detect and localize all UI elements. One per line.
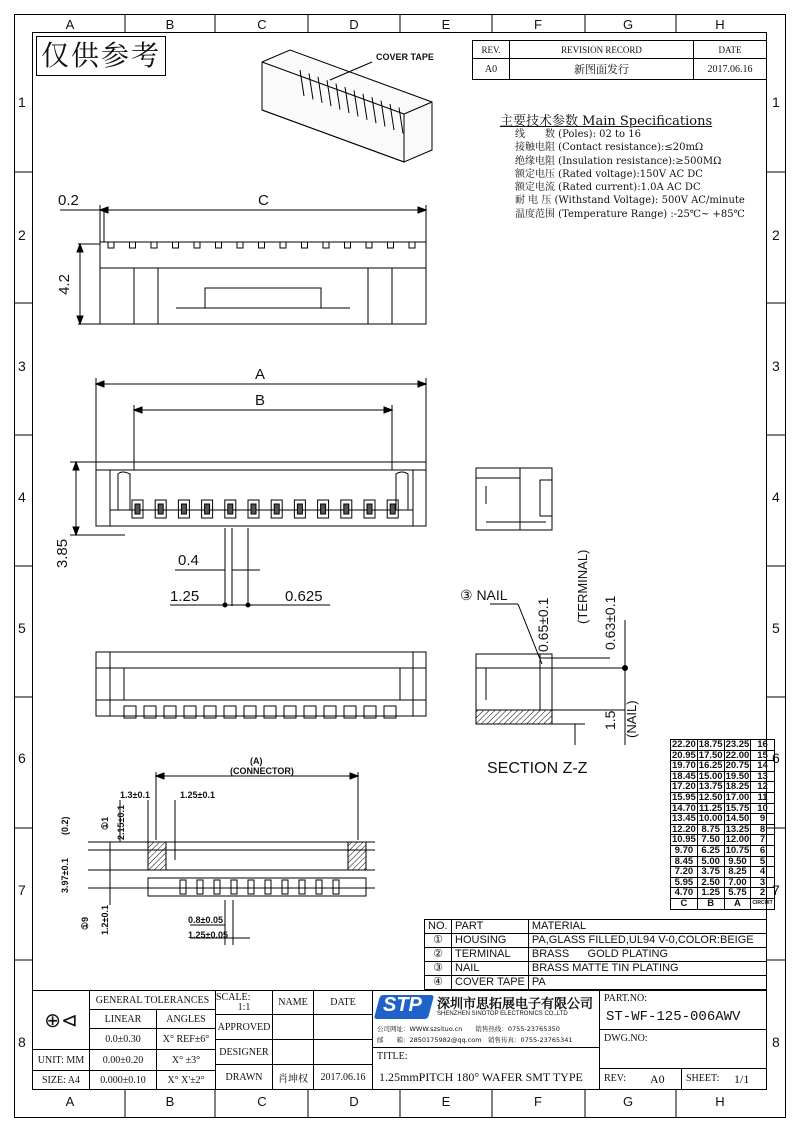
- drawn-label: DRAWN: [215, 1064, 273, 1090]
- circuit-header-row: [671, 898, 775, 909]
- mat-part: TERMINAL: [452, 948, 529, 962]
- grid-row-label: 5: [772, 620, 780, 636]
- company-contact-2: 邮 箱：2850175982@qq.com 销售传真：0755-23765341: [377, 1036, 573, 1044]
- designer-label: DESIGNER: [215, 1039, 273, 1065]
- circuit-cell: 8.25: [724, 867, 751, 878]
- circuit-row: [671, 740, 775, 751]
- grid-row-label: 6: [18, 750, 26, 766]
- grid-column-label: E: [441, 17, 451, 32]
- circuit-cell: 3: [751, 877, 774, 888]
- circuit-cell: 4: [751, 867, 774, 878]
- approved-date: [313, 1014, 373, 1040]
- top-tooth: [366, 242, 372, 248]
- linear-label: LINEAR: [89, 1009, 157, 1029]
- circuit-cell: 6.25: [697, 845, 724, 856]
- circuit-row: [671, 824, 775, 835]
- circuit-cell: 16: [751, 740, 774, 751]
- circuit-cell: 10.95: [672, 834, 696, 846]
- date-header-tb: DATE: [313, 990, 373, 1015]
- circuit-row: [671, 867, 775, 878]
- tol-angle-3: X° X'±2°: [156, 1070, 216, 1090]
- circuit-cell: 15.00: [698, 770, 723, 782]
- circuit-cell: 6: [751, 845, 774, 856]
- grid-column-label: G: [622, 1094, 634, 1109]
- title-value: 1.25mmPITCH 180° WAFER SMT TYPE: [379, 1070, 583, 1084]
- circuit-row: [671, 803, 775, 814]
- rev-value-tb: A0: [650, 1072, 665, 1086]
- sheet-cell: [681, 1068, 767, 1090]
- circuit-row: [671, 761, 775, 772]
- mat-no: ①: [425, 934, 452, 948]
- circuit-cell: 13.25: [725, 823, 750, 835]
- dim-0-63: 0.63±0.1: [602, 595, 618, 650]
- dim-0-65: 0.65±0.1: [535, 597, 551, 652]
- circuit-cell: 18.25: [725, 781, 750, 793]
- front-view: [70, 378, 426, 607]
- tol-angle-2: X° ±3°: [156, 1049, 216, 1071]
- circuit-row: [671, 792, 775, 803]
- front-pin-core: [135, 504, 140, 514]
- circuit-cell: 11.25: [699, 802, 723, 814]
- circuit-cell: 17.00: [725, 791, 750, 803]
- approved-name: [272, 1014, 314, 1040]
- pad-0-8: 0.8±0.05: [188, 915, 223, 925]
- pcb-pad: [248, 880, 254, 894]
- circuit-row: [671, 750, 775, 761]
- circuit-cell: 8.45: [671, 856, 698, 867]
- revision-desc: 新图面发行: [509, 58, 694, 80]
- circuit-cell: 15: [751, 750, 774, 761]
- material-row: [425, 976, 767, 990]
- grid-row-label: 4: [772, 489, 780, 505]
- circuit-cell: 12: [751, 782, 774, 793]
- circuit-cell: 10.00: [698, 813, 723, 825]
- dim-c: C: [258, 192, 269, 209]
- front-pin-core: [228, 504, 233, 514]
- terminal-note: (TERMINAL): [575, 549, 590, 624]
- top-tooth: [345, 242, 351, 248]
- company-block: [372, 990, 600, 1048]
- mat-material: PA,GLASS FILLED,UL94 V-0,COLOR:BEIGE: [528, 934, 766, 948]
- dim-a: A: [255, 366, 266, 383]
- circuit-cell: 17.50: [698, 749, 723, 761]
- circuit-cell: 12.00: [725, 834, 750, 846]
- front-pin-core: [390, 504, 395, 514]
- pad-1-2: 1.2±0.1: [100, 905, 110, 935]
- circuit-row: [671, 771, 775, 782]
- circuit-cell: 8.75: [697, 824, 724, 835]
- circuit-cell: 5.75: [724, 888, 751, 899]
- front-pin-core: [205, 504, 210, 514]
- circuit-cell: 19.50: [725, 770, 750, 782]
- top-tooth: [280, 242, 286, 248]
- grid-row-label: 5: [18, 620, 26, 636]
- top-view: [60, 205, 426, 324]
- mat-part: COVER TAPE: [452, 976, 529, 990]
- circuit-cell: 16.25: [698, 760, 723, 772]
- circuit-cell: 13.45: [672, 813, 696, 825]
- company-name-cn: 深圳市思拓展电子有限公司: [437, 997, 594, 1012]
- circuit-cell: 18.45: [672, 770, 696, 782]
- circuit-cell: 18.75: [698, 739, 723, 750]
- circuit-cell: 13.75: [698, 781, 723, 793]
- front-pin-core: [158, 504, 163, 514]
- pcb-pad: [231, 880, 237, 894]
- rev-label-tb: REV:: [604, 1073, 627, 1084]
- revision-date: 2017.06.16: [693, 58, 767, 80]
- circuit-cell: 4.70: [671, 888, 698, 899]
- circuit-cell: 15.75: [725, 802, 750, 814]
- grid-column-label: D: [349, 17, 359, 32]
- mat-header-part: PART: [452, 920, 529, 934]
- grid-row-label: 3: [18, 358, 26, 374]
- front-pin-core: [274, 504, 279, 514]
- grid-row-label: 8: [772, 1034, 780, 1050]
- part-no-value: ST-WF-125-006AWV: [606, 1009, 741, 1025]
- dim-3-85: 3.85: [54, 538, 72, 569]
- grid-row-label: 7: [772, 882, 780, 898]
- circuit-cell: 7.20: [671, 867, 698, 878]
- top-tooth: [130, 242, 136, 248]
- circuit-cell: 12.50: [698, 791, 723, 803]
- spec-line: 绝缘电阻 (Insulation resistance):≥500MΩ: [515, 155, 722, 167]
- revision-record-header: REVISION RECORD: [509, 40, 694, 59]
- drawn-name: 肖坤权: [272, 1064, 314, 1090]
- grid-column-label: C: [257, 1094, 267, 1109]
- circuit-cell: 22.00: [725, 749, 750, 761]
- circuit-cell: 10: [751, 803, 774, 814]
- circuit-header: C: [671, 898, 698, 909]
- drawn-date: 2017.06.16: [313, 1064, 373, 1090]
- scale-value: 1:1: [237, 1001, 251, 1013]
- isometric-connector-view: [262, 50, 432, 162]
- dim-0-625: 0.625: [285, 588, 323, 605]
- circuit-cell: 11: [751, 792, 774, 803]
- dim-4-2: 4.2: [55, 274, 73, 295]
- material-row: [425, 948, 767, 962]
- grid-row-label: 7: [18, 882, 26, 898]
- projection-symbol-icon: ⊕⊲: [32, 990, 90, 1050]
- circuit-cell: 7: [751, 835, 774, 846]
- circuit-cell: 13: [751, 771, 774, 782]
- tol-linear-2: 0.00±0.20: [89, 1049, 157, 1071]
- sheet-value: 1/1: [734, 1072, 750, 1086]
- pad-1: ①1: [100, 816, 110, 830]
- circuit-cell: 17.20: [672, 781, 696, 793]
- section-label: SECTION Z-Z: [487, 760, 588, 777]
- circuit-cell: 2.50: [697, 877, 724, 888]
- circuit-cell: 1.25: [697, 888, 724, 899]
- rev-value: A0: [472, 58, 510, 80]
- pad-1-3: 1.3±0.1: [120, 790, 150, 800]
- part-no-label: PART.NO:: [604, 993, 648, 1004]
- grid-row-label: 1: [18, 94, 26, 110]
- top-tooth: [108, 242, 114, 248]
- pad-9: ①9: [80, 916, 90, 930]
- material-row: [425, 934, 767, 948]
- part-no-cell: [599, 990, 767, 1030]
- mat-part: NAIL: [452, 962, 529, 976]
- circuit-cell: 23.25: [725, 739, 750, 750]
- circuit-cell: 12.20: [672, 823, 696, 835]
- pad-connector: (CONNECTOR): [230, 766, 294, 776]
- tol-angle-1: X° REF±6°: [156, 1028, 216, 1050]
- reference-stamp: 仅供参考: [36, 36, 166, 76]
- unit-label: UNIT: MM: [32, 1049, 90, 1071]
- top-tooth: [323, 242, 329, 248]
- nail-callout: ③ NAIL: [460, 587, 508, 603]
- front-pin-core: [181, 504, 186, 514]
- circuit-row: [671, 835, 775, 846]
- grid-column-label: F: [534, 17, 542, 32]
- grid-row-label: 4: [18, 489, 26, 505]
- nail-note: (NAIL): [624, 700, 639, 738]
- rev-cell: [599, 1068, 682, 1090]
- materials-table: [424, 919, 767, 990]
- circuit-cell: 5.00: [697, 856, 724, 867]
- front-pin-core: [367, 504, 372, 514]
- circuit-cell: 9.50: [724, 856, 751, 867]
- grid-column-label: F: [534, 1094, 542, 1109]
- pcb-pad: [197, 880, 203, 894]
- circuit-row: [671, 856, 775, 867]
- top-tooth: [302, 242, 308, 248]
- pcb-pad: [214, 880, 220, 894]
- circuit-cell: 14.50: [725, 813, 750, 825]
- title-label: TITLE:: [377, 1051, 408, 1062]
- grid-row-label: 6: [772, 750, 780, 766]
- circuit-cell: 2: [751, 888, 774, 899]
- circuit-cell: 5.95: [671, 877, 698, 888]
- pad-0-2: (0.2): [60, 816, 70, 835]
- grid-row-label: 2: [18, 227, 26, 243]
- grid-column-label: E: [441, 1094, 451, 1109]
- dim-0-2: 0.2: [58, 192, 79, 209]
- grid-column-label: G: [622, 17, 634, 32]
- mat-no: ③: [425, 962, 452, 976]
- front-pin-core: [344, 504, 349, 514]
- mat-part: HOUSING: [452, 934, 529, 948]
- grid-column-label: B: [165, 17, 175, 32]
- circuit-cell: 20.75: [725, 760, 750, 772]
- date-header: DATE: [693, 40, 767, 59]
- circuit-cell: 9: [751, 814, 774, 825]
- front-pin-core: [321, 504, 326, 514]
- scale-cell: [215, 990, 273, 1015]
- sheet-label: SHEET:: [686, 1073, 720, 1084]
- pad-2-15: 2.15±0.1: [116, 805, 126, 840]
- mat-no: ②: [425, 948, 452, 962]
- material-row: [425, 962, 767, 976]
- top-tooth: [259, 242, 265, 248]
- circuit-row: [671, 814, 775, 825]
- circuit-cell: 20.95: [672, 749, 696, 761]
- grid-row-label: 1: [772, 94, 780, 110]
- dwg-no-label: DWG.NO:: [604, 1033, 648, 1044]
- dim-1-5: 1.5: [602, 710, 618, 730]
- mat-header-material: MATERIAL: [528, 920, 766, 934]
- circuit-row: [671, 888, 775, 899]
- grid-row-label: 8: [18, 1034, 26, 1050]
- circuit-cell: 7.50: [697, 835, 724, 846]
- mat-material: BRASS GOLD PLATING: [528, 948, 766, 962]
- grid-column-label: D: [349, 1094, 359, 1109]
- rear-view: [96, 652, 426, 718]
- circuit-cell: 10.75: [725, 844, 750, 856]
- grid-row-label: 2: [772, 227, 780, 243]
- grid-column-label: A: [65, 1094, 75, 1109]
- circuit-row: [671, 782, 775, 793]
- pcb-pad: [299, 880, 305, 894]
- circuit-cell: 5: [751, 856, 774, 867]
- top-tooth: [194, 242, 200, 248]
- circuit-cell: 14.70: [672, 802, 696, 814]
- pad-3-97: 3.97±0.1: [60, 858, 70, 893]
- general-tolerances: GENERAL TOLERANCES: [89, 990, 216, 1010]
- spec-line: 耐 电 压 (Withstand Voltage): 500V AC/minute: [515, 195, 745, 207]
- mat-material: BRASS MATTE TIN PLATING: [528, 962, 766, 976]
- front-pin-core: [251, 504, 256, 514]
- size-label: SIZE: A4: [32, 1070, 90, 1090]
- top-tooth: [409, 242, 415, 248]
- top-tooth: [173, 242, 179, 248]
- grid-column-label: B: [165, 1094, 175, 1109]
- tol-linear-3: 0.000±0.10: [89, 1070, 157, 1090]
- angles-label: ANGLES: [156, 1009, 216, 1029]
- spec-line: 额定电压 (Rated voltage):150V AC DC: [515, 168, 703, 180]
- pad-1-25a: 1.25±0.1: [180, 790, 215, 800]
- pcb-pad: [282, 880, 288, 894]
- grid-column-label: H: [715, 1094, 725, 1109]
- circuit-cell: 8: [751, 824, 774, 835]
- spec-line: 线 数 (Poles): 02 to 16: [515, 129, 641, 140]
- cover-tape-label: COVER TAPE: [376, 52, 434, 62]
- top-tooth: [151, 242, 157, 248]
- grid-column-label: A: [65, 17, 75, 32]
- circuit-cell: 3.75: [697, 867, 724, 878]
- mat-material: PA: [528, 976, 766, 990]
- grid-column-label: H: [715, 17, 725, 32]
- circuit-dimension-table: [670, 739, 775, 910]
- circuit-header: A: [724, 898, 751, 909]
- pcb-pad: [316, 880, 322, 894]
- specs-title: 主要技术参数 Main Specifications: [500, 114, 713, 129]
- dim-0-4: 0.4: [178, 552, 199, 569]
- tol-linear-1: 0.0±0.30: [89, 1028, 157, 1050]
- name-header: NAME: [272, 990, 314, 1015]
- circuit-cell: 15.95: [672, 791, 696, 803]
- grid-column-label: C: [257, 17, 267, 32]
- dim-1-25: 1.25: [170, 588, 200, 605]
- pcb-pad: [333, 880, 339, 894]
- circuit-cell: 19.70: [672, 760, 696, 772]
- designer-name: [272, 1039, 314, 1065]
- circuit-header: B: [697, 898, 724, 909]
- mat-header-no: NO.: [425, 920, 452, 934]
- side-view: [476, 468, 552, 530]
- top-tooth: [388, 242, 394, 248]
- grid-row-label: 3: [772, 358, 780, 374]
- circuit-cell: 14: [751, 761, 774, 772]
- dim-b: B: [255, 392, 266, 409]
- approved-label: APPROVED: [215, 1014, 273, 1040]
- spec-line: 接触电阻 (Contact resistance):≤20mΩ: [515, 142, 704, 154]
- circuit-row: [671, 845, 775, 856]
- circuit-cell: 22.20: [672, 739, 696, 750]
- top-tooth: [216, 242, 222, 248]
- company-name-en: SHENZHEN SINOTOP ELECTRONICS CO.,LTD: [437, 1011, 568, 1017]
- circuit-row: [671, 877, 775, 888]
- spec-line: 温度范围 (Temperature Range) :-25℃~ +85℃: [515, 208, 745, 220]
- mat-no: ④: [425, 976, 452, 990]
- circuit-cell: 9.70: [671, 845, 698, 856]
- top-tooth: [237, 242, 243, 248]
- designer-date: [313, 1039, 373, 1065]
- spec-line: 额定电流 (Rated current):1.0A AC DC: [515, 182, 701, 194]
- logo-text: STP: [383, 994, 422, 1016]
- rev-header: REV.: [472, 40, 510, 59]
- front-pin-core: [297, 504, 302, 514]
- company-contact-1: 公司网址：WWW.szsituo.cn 销售热线：0755-23765350: [377, 1025, 560, 1033]
- pad-a: (A): [250, 756, 263, 766]
- pcb-pad: [265, 880, 271, 894]
- title-cell: [372, 1047, 600, 1090]
- circuit-header: CIRCUIT: [751, 898, 774, 909]
- pcb-pad: [180, 880, 186, 894]
- circuit-cell: 7.00: [724, 877, 751, 888]
- pad-1-25b: 1.25±0.05: [188, 930, 228, 940]
- dwg-no-cell: [599, 1029, 767, 1069]
- scale-label: SCALE:: [216, 991, 251, 1003]
